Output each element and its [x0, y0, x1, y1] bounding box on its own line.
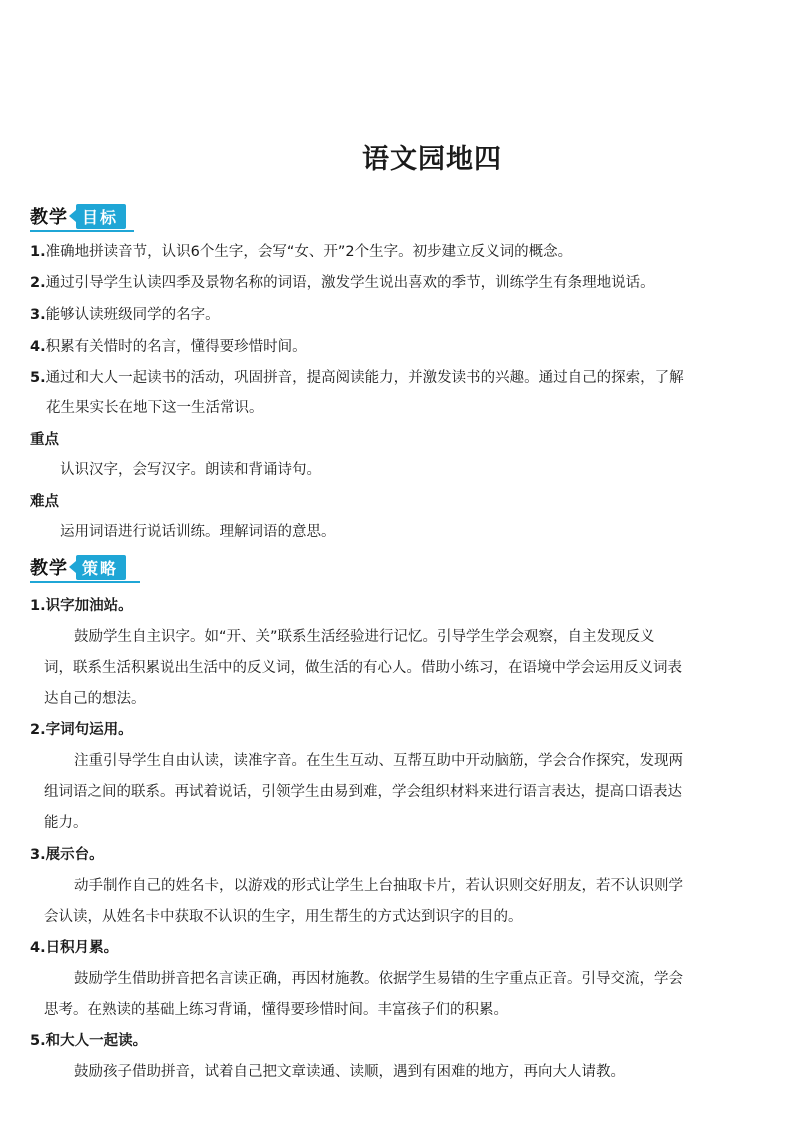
strategy-heading-5: 5.和大人一起读。 [30, 1033, 148, 1049]
strategy-1-line-1: 鼓励学生自主识字。如“开、关”联系生活经验进行记忆。引导学生学会观察，自主发现反义 [74, 629, 655, 645]
strategy-4-line-1: 鼓励学生借助拼音把名言读正确，再因材施教。依据学生易错的生字重点正音。引导交流，学会 [74, 971, 683, 987]
page-title: 语文园地四 [362, 144, 502, 175]
strategy-heading-4: 4.日积月累。 [30, 940, 119, 956]
key-point-label: 重点 [30, 432, 59, 448]
strategy-3-line-2: 会认读，从姓名卡中获取不认识的生字，用生帮生的方式达到识字的目的。 [44, 909, 523, 925]
strategy-header-tag: 策略 [76, 555, 126, 580]
strategy-2-line-2: 组词语之间的联系。再试着说话，引领学生由易到难，学会组织材料来进行语言表达，提高口语表达 [44, 784, 682, 800]
goal-item-5: 5.通过和大人一起读书的活动，巩固拼音，提高阅读能力，并激发读书的兴趣。通过自己的探索，了解 [30, 370, 684, 386]
strategy-header-lead: 教学 [30, 558, 68, 579]
strategy-heading-3: 3.展示台。 [30, 847, 104, 863]
goal-item-1: 1.准确地拼读音节，认识6个生字，会写“女、开”2个生字。初步建立反义词的概念。 [30, 244, 573, 260]
goals-header-lead: 教学 [30, 207, 68, 228]
strategy-heading-1: 1.识字加油站。 [30, 598, 133, 614]
goal-item-4: 4.积累有关惜时的名言，懂得要珍惜时间。 [30, 339, 307, 355]
goal-item-3: 3.能够认读班级同学的名字。 [30, 307, 220, 323]
strategy-3-line-1: 动手制作自己的姓名卡，以游戏的形式让学生上台抽取卡片，若认识则交好朋友，若不认识则学 [74, 878, 683, 894]
strategy-4-line-2: 思考。在熟读的基础上练习背诵，懂得要珍惜时间。丰富孩子们的积累。 [44, 1002, 508, 1018]
strategy-section-header [30, 552, 126, 582]
goals-section-header [30, 201, 126, 231]
strategy-2-line-1: 注重引导学生自由认读，读准字音。在生生互动、互帮互助中开动脑筋，学会合作探究，发现两 [74, 753, 683, 769]
strategy-1-line-2: 词，联系生活积累说出生活中的反义词，做生活的有心人。借助小练习，在语境中学会运用反义词表 [44, 660, 682, 676]
difficulty-text: 运用词语进行说话训练。理解词语的意思。 [60, 524, 336, 540]
goals-header-underline [30, 230, 134, 232]
strategy-header-underline [30, 581, 140, 583]
strategy-5-line-1: 鼓励孩子借助拼音，试着自己把文章读通、读顺，遇到有困难的地方，再向大人请教。 [74, 1064, 625, 1080]
goals-header-tag: 目标 [76, 204, 126, 229]
goal-item-2: 2.通过引导学生认读四季及景物名称的词语，激发学生说出喜欢的季节，训练学生有条理地说话。 [30, 275, 655, 291]
strategy-2-line-3: 能力。 [44, 815, 88, 831]
strategy-heading-2: 2.字词句运用。 [30, 722, 133, 738]
key-point-text: 认识汉字，会写汉字。朗读和背诵诗句。 [60, 462, 321, 478]
strategy-1-line-3: 达自己的想法。 [44, 691, 146, 707]
difficulty-label: 难点 [30, 494, 59, 510]
goal-item-5-cont: 花生果实长在地下这一生活常识。 [46, 400, 264, 416]
